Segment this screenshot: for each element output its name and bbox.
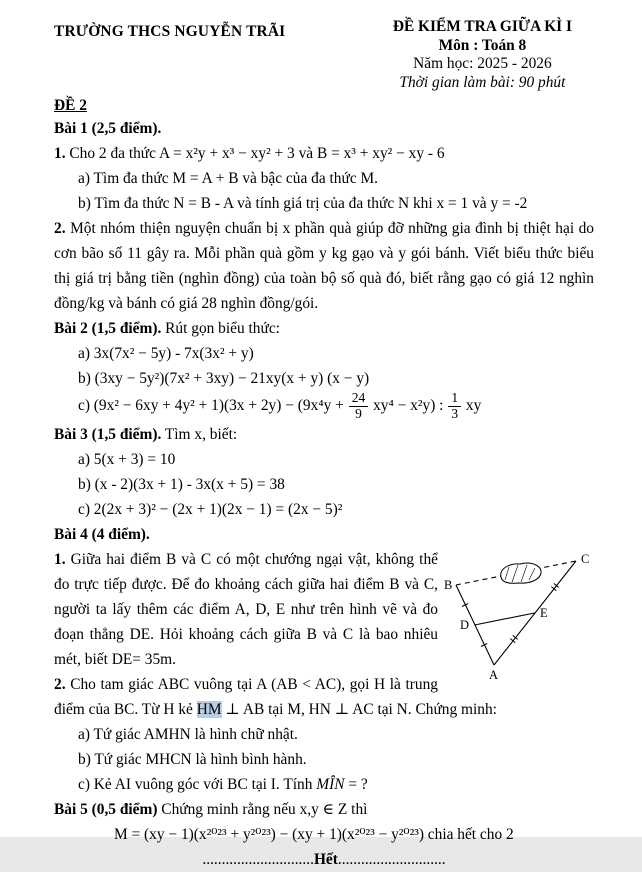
highlighted-text-HM: HM [196, 700, 222, 718]
section-bai3 [54, 422, 594, 522]
footer-dots-right: ............................ [337, 850, 446, 868]
bai1-item-a: a) Tìm đa thức M = A + B và bậc của đa thức M. [78, 170, 379, 187]
bai1-q2 [54, 216, 594, 316]
obstacle-blob [501, 563, 541, 583]
school-name: TRƯỜNG THCS NGUYỄN TRÃI [54, 23, 286, 40]
fraction-numerator: 24 [349, 391, 369, 407]
bai4-item-c [54, 772, 594, 797]
triangle-figure [444, 549, 594, 683]
midsegment-DE [475, 613, 535, 625]
bai5-formula: M = (xy − 1)(x²⁰²³ + y²⁰²³) − (xy + 1)(x²⁰²³ − y²⁰²³) chia hết cho 2 [114, 825, 514, 843]
figure-label-B: B [444, 577, 453, 592]
bai5-heading-line [54, 797, 594, 822]
bai1-q2-number: 2. [54, 220, 66, 237]
bai2-item-c-part1: c) (9x² − 6xy + 4y² + 1)(3x + 2y) − (9x⁴y + [78, 396, 348, 414]
bai4-q1-number: 1. [54, 550, 66, 568]
exam-header [54, 18, 594, 92]
bai1-q1-text: Cho 2 đa thức A = x²y + x³ − xy² + 3 và B = x³ + xy² − xy - 6 [69, 145, 445, 162]
bai1-heading: Bài 1 (2,5 điểm). [54, 120, 162, 137]
bai3-item-a: a) 5(x + 3) = 10 [78, 450, 176, 468]
school-year: Năm học: 2025 - 2026 [413, 55, 552, 72]
bai1-q2-text: Một nhóm thiện nguyện chuẩn bị x phần quà giúp đỡ những gia đình bị thiệt hại do cơn bão số 11 gây ra. Mỗi phần quà gồm y kg gạo và y gói bánh. Viết biểu thức biểu thị giá trị bằng tiền (nghìn đồng) của toàn bộ số quà đó, biết rằng gạo có giá 12 nghìn đồng/kg và bánh có giá 28 nghìn đồng/gói. [54, 220, 594, 312]
section-bai4 [54, 522, 594, 797]
bai1-q1-number: 1. [54, 145, 66, 162]
exam-code: ĐỀ 2 [54, 97, 87, 114]
bai4-body [54, 547, 594, 722]
exam-duration: Thời gian làm bài: 90 phút [399, 73, 566, 91]
exam-subject: Môn : Toán 8 [438, 36, 527, 54]
fraction-24-9 [349, 391, 369, 422]
bai3-item-b: b) (x - 2)(3x + 1) - 3x(x + 5) = 38 [78, 475, 285, 493]
fraction-1-3 [448, 391, 461, 422]
figure-label-C: C [581, 551, 590, 566]
bai2-item-c [54, 391, 594, 422]
fraction-denominator: 9 [355, 405, 362, 421]
bai2-item-a: a) 3x(7x² − 5y) - 7x(3x² + y) [78, 345, 254, 362]
bai3-heading-line [54, 422, 594, 447]
footer-word: Hết [313, 850, 338, 868]
bai4-q2-number: 2. [54, 675, 66, 693]
bai3-heading-rest: Tìm x, biết: [161, 425, 238, 443]
bai4-item-b: b) Tứ giác MHCN là hình bình hành. [78, 750, 307, 768]
bai4-item-a: a) Tứ giác AMHN là hình chữ nhật. [78, 725, 298, 743]
exam-title: ĐỀ KIỂM TRA GIỮA KÌ I [392, 18, 572, 35]
bai2-heading-rest: Rút gọn biểu thức: [161, 320, 280, 337]
bai2-item-c-part2: xy⁴ − x²y) : [369, 396, 448, 414]
bai4-item-c-part2: = ? [344, 775, 368, 793]
figure-label-E: E [540, 605, 548, 620]
section-bai5 [54, 797, 594, 847]
bai2-heading: Bài 2 (1,5 điểm). [54, 320, 162, 337]
section-bai2 [54, 316, 594, 422]
bai5-heading: Bài 5 (0,5 điểm) [54, 800, 158, 818]
section-bai1 [54, 116, 594, 316]
bai3-item-c: c) 2(2x + 3)² − (2x + 1)(2x − 1) = (2x − 5)² [78, 500, 343, 518]
bai3-heading: Bài 3 (1,5 điểm). [54, 425, 162, 443]
bai4-q2-part2: ⊥ AB tại M, HN ⊥ AC tại N. Chứng minh: [221, 700, 497, 718]
fraction-numerator: 1 [448, 391, 461, 407]
header-right-block [393, 18, 572, 92]
bai4-q1-text: Giữa hai điểm B và C có một chướng ngại vật, không thể đo trực tiếp được. Để đo khoảng cách giữa hai điểm B và C, người ta lấy thêm các điểm A, D, E như trên hình vẽ và đo đoạn thẳng DE. Hỏi khoảng cách giữa B và C là bao nhiêu mét, biết DE= 35m. [54, 550, 438, 668]
footer-het-line [54, 847, 594, 872]
bai4-heading: Bài 4 (4 điểm). [54, 525, 150, 543]
angle-MIN: MÎN [316, 775, 345, 793]
bai1-item-b: b) Tìm đa thức N = B - A và tính giá trị của đa thức N khi x = 1 và y = -2 [78, 195, 528, 212]
bai4-q2-part1: Cho tam giác ABC vuông tại A (AB < AC), gọi H là trung điểm của BC. Từ H kẻ [54, 675, 438, 718]
fraction-denominator: 3 [451, 405, 459, 421]
bai5-heading-rest: Chứng minh rằng nếu x,y ∈ Z thì [157, 800, 368, 818]
bai2-item-b: b) (3xy − 5y²)(7x² + 3xy) − 21xy(x + y) (x − y) [78, 370, 370, 387]
footer-dots-left: ............................. [202, 850, 314, 868]
bai2-heading-line [54, 316, 594, 341]
bai2-item-c-part3: xy [462, 396, 482, 414]
bai1-q1 [54, 141, 594, 166]
figure-label-D: D [460, 617, 470, 632]
bai4-item-c-part1: c) Kẻ AI vuông góc với BC tại I. Tính [78, 775, 317, 793]
figure-label-A: A [489, 667, 499, 682]
